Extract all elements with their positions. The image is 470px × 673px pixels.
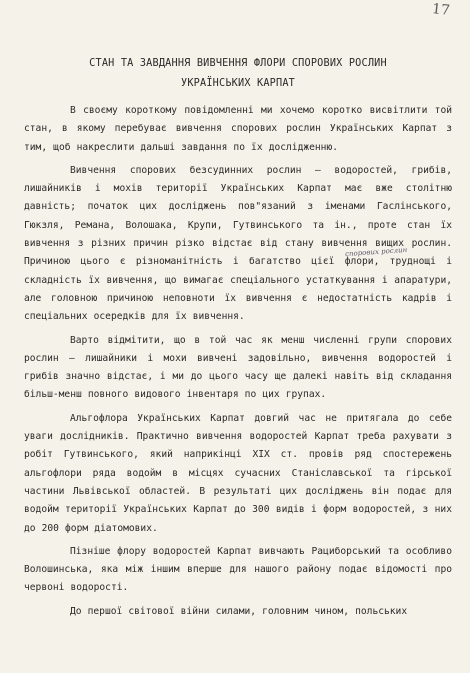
paragraph-intro: В своєму короткому повідомленні ми хочемо коротко висвітлити той стан, в якому перебуває вивчення спорових рослин Українських Карпат з тим, щоб накреслити дальші завдання по їх дослідженню. xyxy=(24,105,452,153)
paragraph-algoflora: Альгофлора Українських Карпат довгий час не притягала до себе уваги дослідників. Практично вивчення водоростей Карпат треба рахувати з робіт Гутвинського, який наприкінці XIX ст. провів ряд спостережень альгофлори ряда водойм в місцях сучасних Станіславської та гірської частини Львівської областей. В результаті цих досліджень він подає для водойм території Українських Карпат до 300 видів і форм водоростей, з них до 200 форм діатомових. xyxy=(24,412,452,534)
title-line-2: УКРАЇНСЬКИХ КАРПАТ xyxy=(180,78,295,89)
paragraph-later-studies: Пізніше флору водоростей Карпат вивчають Рациборський та особливо Волошинська, яка між іншим вперше для нашого району подає відомості про червоні водорості. xyxy=(24,545,452,594)
paragraph-history: Вивчення спорових безсудинних рослин – водоростей, грибів, лишайників і мохів території Українських Карпат має вже столітню давність; початок цих досліджень пов"язаний з іменами Гаслінського, Гюкзля, Ремана, Волошака, Крупи, Гутвинського та ін., проте стан їх вивчення з різних причин різко відстає від стану вивчення вищих рослин. Причиною цього є різноманітність і багатство цієї флори, труднощі і складність їх вивчення, що вимагає спеціального устаткування і апаратури, але головною причиною неповноти їх вивчення є недостатність кадрів і спеціальних осередків для їх вивчення. xyxy=(24,164,452,323)
paragraph-groups: Варто відмітити, що в той час як менш численні групи спорових рослин – лишайники і мохи вивчені задовільно, вивчення водоростей і грибів значно відстає, і ми до цього часу ще далекі навіть від складання більш-менш повного видового інвентаря по цих групах. xyxy=(24,334,452,401)
handwritten-margin-note: спорових рослин xyxy=(344,245,408,259)
page-number: 17 xyxy=(431,1,451,19)
document-title xyxy=(24,54,452,94)
paragraph-ww1: До першої світової війни силами, головним чином, польських xyxy=(70,605,408,617)
title-line-1: СТАН ТА ЗАВДАННЯ ВИВЧЕННЯ ФЛОРИ СПОРОВИХ РОСЛИН xyxy=(89,58,387,69)
